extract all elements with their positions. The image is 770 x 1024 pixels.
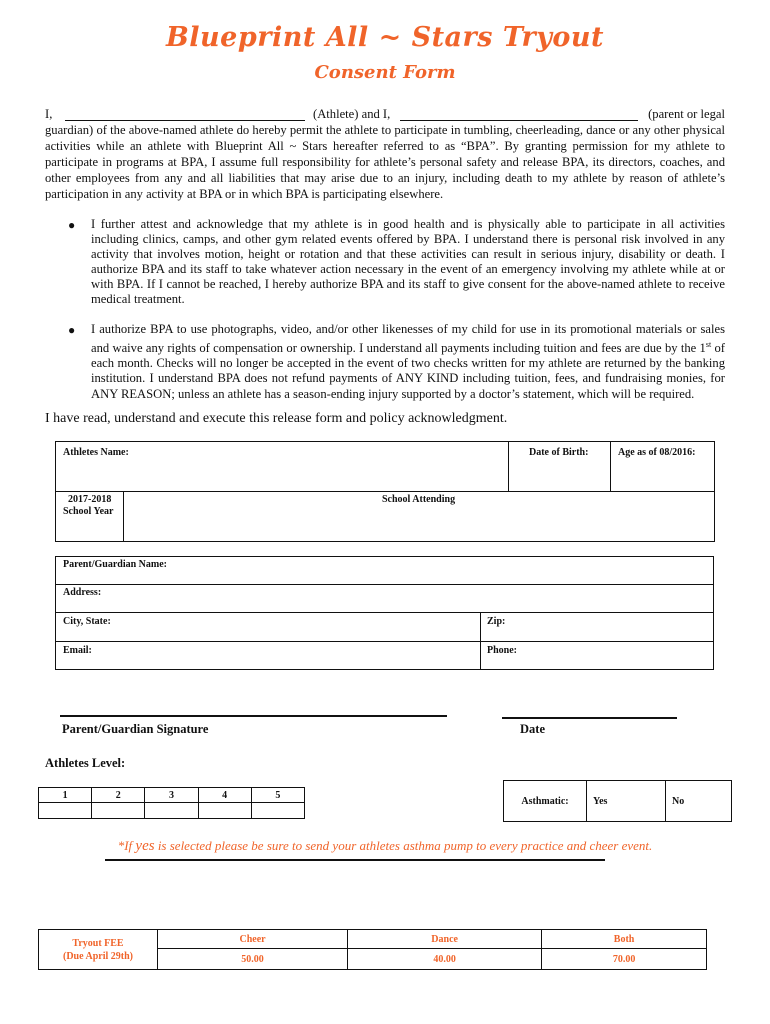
form-title: Blueprint All ~ Stars Tryout [165, 22, 605, 53]
fee-both-amount: 70.00 [542, 949, 707, 970]
date-of-birth-label: Date of Birth: [529, 447, 589, 458]
fee-dance-header: Dance [348, 930, 542, 949]
level-3-checkbox[interactable] [145, 803, 198, 819]
asthma-grid [503, 780, 732, 822]
tryout-fee-label-cell [39, 930, 158, 970]
bullet-dot-icon: ● [68, 218, 76, 232]
asthma-no-option[interactable]: No [666, 781, 732, 822]
tryout-fee-label: Tryout FEE [72, 937, 124, 949]
guardian-name-label: Parent/Guardian Name: [63, 559, 167, 570]
address-label: Address: [63, 587, 102, 598]
athletes-name-field[interactable] [56, 442, 508, 491]
tryout-fee-table [38, 929, 707, 970]
consent-athlete-and: (Athlete) and I, [313, 107, 391, 121]
consent-paragraph: guardian) of the above-named athlete do hereby permit the athlete to participate in tumbling, cheerleading, dance or any other physical activities while an athlete with Blueprint All ~ Stars hereafter referred to as “BPA”. By granting permission for my athlete to participate in programs at BPA, I assume full responsibility for athlete’s personal safety and release BPA, its directors, coaches, and other employees from any and all liabilities that may arise due to an injury, including death to my athlete by reason of athlete’s participation in any activity at BPA or in which BPA is participating elsewhere. [45, 123, 725, 201]
guardian-info-table [55, 556, 714, 670]
school-attending-field[interactable] [124, 492, 714, 541]
phone-field[interactable] [481, 642, 713, 669]
asthma-note-prefix: *If [117, 838, 136, 853]
asthmatic-label: Asthmatic: [504, 781, 587, 822]
tryout-fee-due-label: (Due April 29th) [63, 950, 133, 962]
city-state-field[interactable] [56, 613, 480, 641]
fee-dance-amount: 40.00 [348, 949, 542, 970]
asthma-note-rest: is selected please be sure to send your athletes asthma pump to every practice and cheer event. [154, 838, 653, 853]
zip-field[interactable] [481, 613, 713, 641]
form-subtitle: Consent Form [314, 62, 456, 83]
phone-label: Phone: [487, 645, 517, 656]
guardian-signature-label: Parent/Guardian Signature [62, 722, 209, 736]
address-field[interactable] [56, 585, 713, 612]
school-year-label: 2017-2018 [68, 494, 112, 505]
consent-first-line [45, 107, 725, 123]
media-payment-paragraph [91, 322, 725, 402]
level-1-checkbox[interactable] [39, 803, 92, 819]
date-of-birth-field[interactable] [509, 442, 610, 491]
athlete-level-grid [38, 787, 305, 819]
ordinal-superscript: st [705, 340, 712, 350]
level-2-header: 2 [92, 788, 145, 803]
media-payment-text-a: I authorize BPA to use photographs, video, and/or other likenesses of my child for use in its promotional materials or sales and waive any rights of compensation or ownership. I understand all payments including tuition and fees are due by the 1 [91, 322, 725, 356]
acknowledgment-text: I have read, understand and execute this release form and policy acknowledgment. [45, 411, 508, 426]
level-4-header: 4 [198, 788, 251, 803]
fee-cheer-header: Cheer [158, 930, 348, 949]
athletes-name-label: Athletes Name: [63, 447, 129, 458]
consent-parent-suffix: (parent or legal [648, 107, 725, 121]
level-3-header: 3 [145, 788, 198, 803]
fee-cheer-amount: 50.00 [158, 949, 348, 970]
age-as-of-label: Age as of 08/2016: [618, 447, 696, 458]
level-5-header: 5 [251, 788, 304, 803]
media-payment-text-b: of each month. Checks will no longer be accepted in the event of two checks written for my athlete are returned by the banking institution. I understand BPA does not refund payments of ANY KIND including tuition, fees, and fundraising monies, for ANY REASON; unless an athlete has a season-ending injury supported by a doctor’s statement, which will be required. [91, 341, 725, 401]
age-field[interactable] [611, 442, 714, 491]
fee-both-header: Both [542, 930, 707, 949]
asthma-note-yes: yes [135, 838, 155, 854]
bullet-dot-icon: ● [68, 323, 76, 337]
level-2-checkbox[interactable] [92, 803, 145, 819]
health-attestation-paragraph: I further attest and acknowledge that my athlete is in good health and is physically able to participate in all activities including clinics, camps, and other gym related events offered by BPA. I understand there is personal risk involved in any activity that involves motion, height or rotation and that these activities can result in serious injury, disability or death. I authorize BPA and its staff to take whatever action necessary in the event of an emergency involving my athlete while at or with BPA. If I cannot be reached, I hereby authorize BPA and its staff to give consent for the above-named athlete to receive medical treatment. [91, 217, 725, 307]
city-state-label: City, State: [63, 616, 111, 627]
level-1-header: 1 [39, 788, 92, 803]
athlete-name-blank[interactable] [65, 120, 305, 121]
guardian-signature-line[interactable] [60, 715, 447, 717]
athlete-info-table [55, 441, 715, 542]
date-line[interactable] [502, 717, 677, 719]
school-attending-label: School Attending [382, 494, 456, 505]
date-label: Date [520, 722, 545, 736]
zip-label: Zip: [487, 616, 506, 627]
guardian-name-field[interactable] [56, 557, 713, 584]
email-label: Email: [63, 645, 92, 656]
consent-i-prefix: I, [45, 107, 53, 121]
email-field[interactable] [56, 642, 480, 669]
asthma-note [0, 838, 770, 855]
asthma-yes-option[interactable]: Yes [587, 781, 666, 822]
level-5-checkbox[interactable] [251, 803, 304, 819]
school-year-sublabel: School Year [63, 506, 114, 517]
note-underline [105, 859, 605, 861]
athletes-level-label: Athletes Level: [45, 756, 126, 770]
level-4-checkbox[interactable] [198, 803, 251, 819]
parent-name-blank[interactable] [400, 120, 638, 121]
